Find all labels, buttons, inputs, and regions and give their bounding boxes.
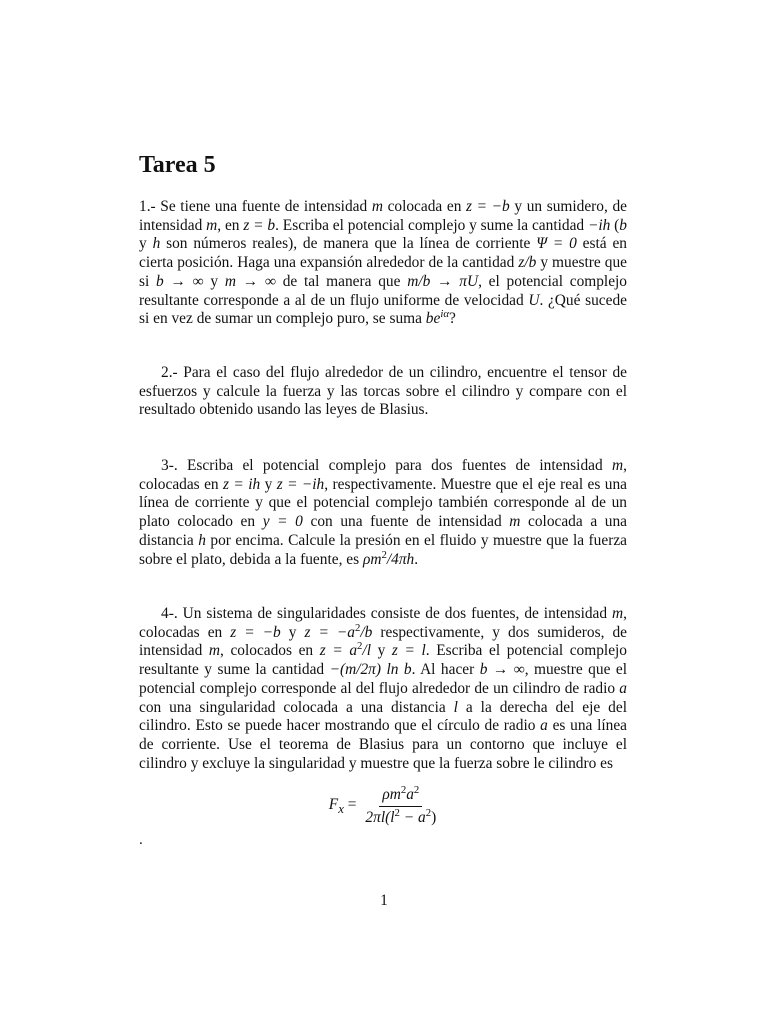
page-title: Tarea 5 — [139, 152, 216, 178]
page-number: 1 — [380, 892, 388, 909]
problem-4: 4-. Un sistema de singularidades consiste de dos fuentes, de intensidad m, colocadas en z = −b y $z = -a^2/b$ respectivamente, y dos sumideros, de intensidad m, colocados en $z = a^2/l$ y z = l. Escriba el potencial complejo resultante y sume la cantidad −(m/2π) ln b. Al hacer b → ∞, muestre que el potencial complejo corresponde al del flujo alrededor de un cilindro de radio a con una singularidad colocada a una distancia l a la derecha del eje del cilindro. Esto se puede hacer mostrando que el círculo de radio a es una línea de corriente. Use el teorema de Blasius para un contorno que incluye el cilindro y excluye la singularidad y muestre que la fuerza sobre le cilindro es — [139, 605, 628, 772]
formula-numerator: $\rho m^2a^2$ — [379, 786, 422, 807]
trailing-period: . — [139, 832, 143, 848]
problem-3: 3-. Escriba el potencial complejo para dos fuentes de intensidad m, colocadas en z = ih y z = −ih, respectivamente. Muestre que el eje real es una línea de corriente y que el potencial complejo también corresponde al de un plato colocado en y = 0 con una fuente de intensidad m colocada a una distancia h por encima. Calcule la presión en el fluido y muestre que la fuerza sobre el plato, debida a la fuente, es $\rho m^2/4\pi h$. — [139, 457, 627, 568]
formula-fraction — [362, 783, 439, 827]
problem-1: 1.- Se tiene una fuente de intensidad m colocada en z = −b y un sumidero, de intensidad m, en z = b. Escriba el potencial complejo y sume la cantidad −ih (b y h son números reales), de manera que la línea de corriente Ψ = 0 está en cierta posición. Haga una expansión alrededor de la cantidad z/b y muestre que si b → ∞ y m → ∞ de tal manera que m/b → πU, el potencial complejo resultante corresponde a al de un flujo uniforme de velocidad U. ¿Qué sucede si en vez de sumar un complejo puro, se suma $be^{i\alpha}$? — [139, 198, 628, 328]
force-formula: $F_x$ = $\frac{\rho m^2a^2}{2\pi l(l^2 - a^2)}$ — [0, 786, 768, 827]
problem-2: 2.- Para el caso del flujo alrededor de un cilindro, encuentre el tensor de esfuerzos y calcule la fuerza y las torcas sobre el cilindro y compare con el resultado obtenido usando las leyes de Blasius. — [139, 364, 627, 419]
formula-denominator: $2\pi l(l^2 - a^2)$ — [365, 806, 437, 826]
